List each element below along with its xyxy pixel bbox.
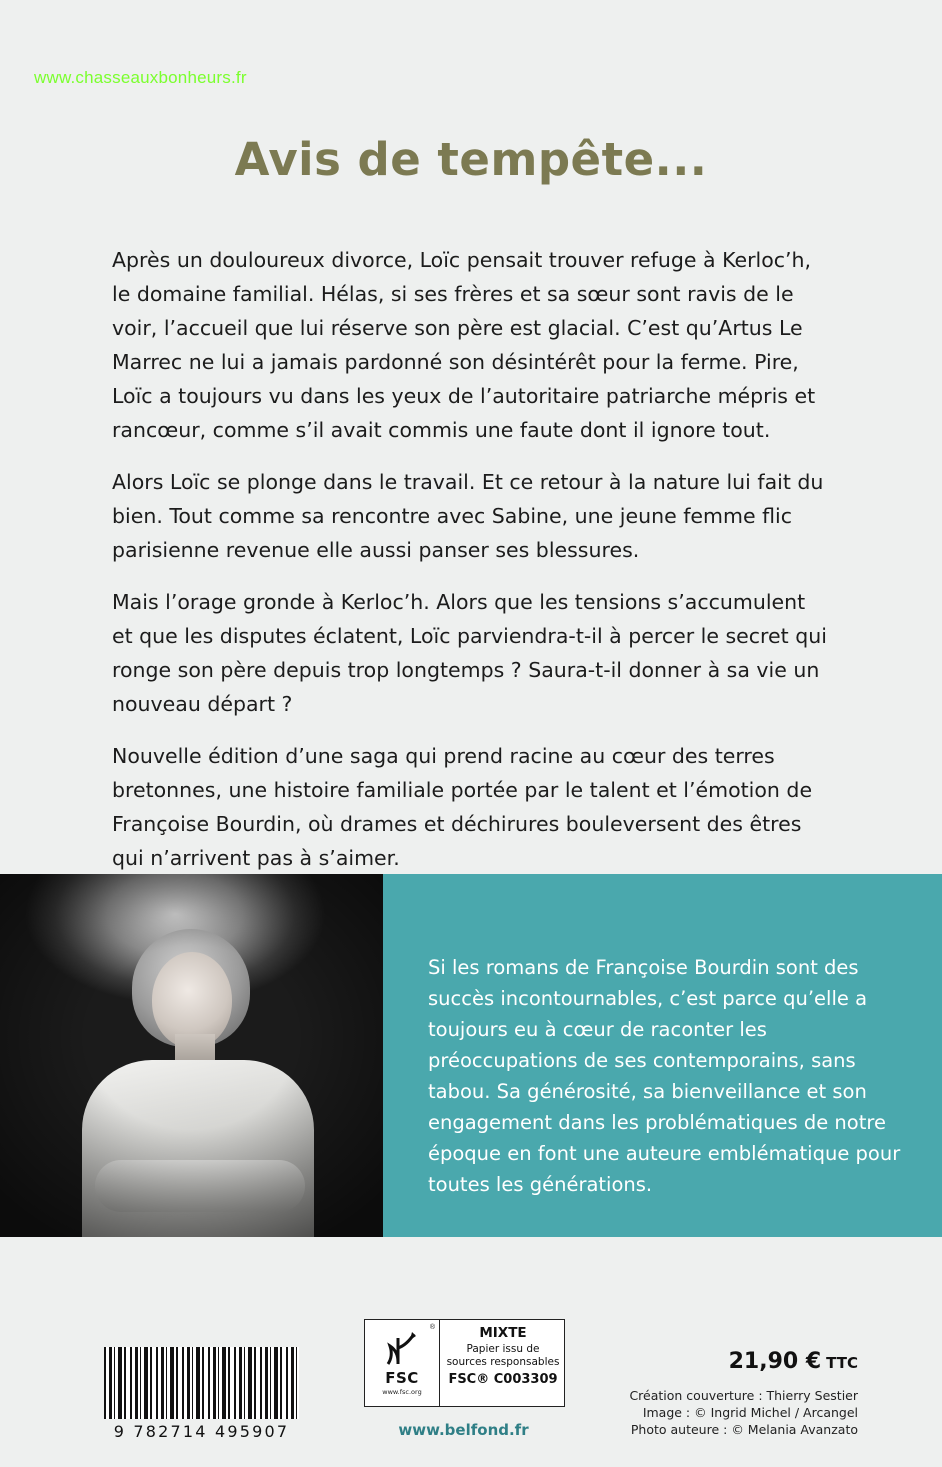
price-value: 21,90 € [728,1349,822,1374]
fsc-details [440,1320,564,1406]
barcode-bars [104,1347,299,1419]
blurb-paragraph-4: Nouvelle édition d’une saga qui prend racine au cœur des terres bretonnes, une histoire familiale portée par le talent et l’émotion de Françoise Bourdin, où drames et déchirures bouleversent des êtres qui n’arrivent pas à s’aimer. [112,744,813,870]
fsc-description: Papier issu de sources responsables [446,1343,560,1368]
blurb-text [112,243,830,875]
fsc-url: www.fsc.org [382,1388,422,1396]
fsc-certification-block [364,1319,565,1407]
fsc-label: FSC [385,1369,419,1387]
blurb-paragraph-2: Alors Loïc se plonge dans le travail. Et ce retour à la nature lui fait du bien. Tout comme sa rencontre avec Sabine, une jeune femme flic parisienne revenue elle aussi panser ses blessures. [112,470,824,562]
photo-vignette [0,874,383,1237]
fsc-tree-icon [382,1330,422,1368]
registered-mark-icon: ® [429,1324,435,1331]
fsc-code: FSC® C003309 [448,1372,558,1387]
barcode-number: 9 782714 495907 [113,1422,290,1441]
footer [0,1237,942,1467]
credits [629,1387,858,1438]
author-note-text: Si les romans de Françoise Bourdin sont des succès incontournables, c’est parce qu’elle a toujours eu à cœur de raconter les préoccupations de ses contemporains, sans tabou. Sa générosité, sa bienveillance et son engagement dans les problématiques de notre époque en font une auteure emblématique pour toutes les générations. [428,956,901,1196]
barcode [104,1347,299,1441]
blurb-paragraph-3: Mais l’orage gronde à Kerloc’h. Alors que les tensions s’accumulent et que les disputes éclatent, Loïc parviendra-t-il à percer le secret qui ronge son père depuis trop longtemps ? Saura-t-il donner à sa vie un nouveau départ ? [112,590,827,716]
credit-image: Image : © Ingrid Michel / Arcangel [642,1405,858,1420]
fsc-logo [365,1320,440,1406]
author-photo [0,874,383,1237]
site-watermark: www.chasseauxbonheurs.fr [34,68,247,87]
page-title: Avis de tempête... [234,133,708,186]
author-band [0,874,942,1237]
fsc-mixte-label: MIXTE [479,1325,527,1341]
price [729,1349,858,1374]
blurb-paragraph-1: Après un douloureux divorce, Loïc pensait trouver refuge à Kerloc’h, le domaine familial. Hélas, si ses frères et sa sœur sont ravis de le voir, l’accueil que lui réserve son père est glacial. C’est qu’Artus Le Marrec ne lui a jamais pardonné son désintérêt pour la ferme. Pire, Loïc a toujours vu dans les yeux de l’autoritaire patriarche mépris et rancœur, comme s’il avait commis une faute dont il ignore tout. [112,248,816,442]
price-tax-label: TTC [826,1354,858,1372]
author-note-panel [383,874,942,1237]
publisher-url[interactable]: www.belfond.fr [398,1421,529,1439]
credit-cover: Création couverture : Thierry Sestier [629,1388,858,1403]
credit-author-photo: Photo auteure : © Melania Avanzato [630,1422,858,1437]
